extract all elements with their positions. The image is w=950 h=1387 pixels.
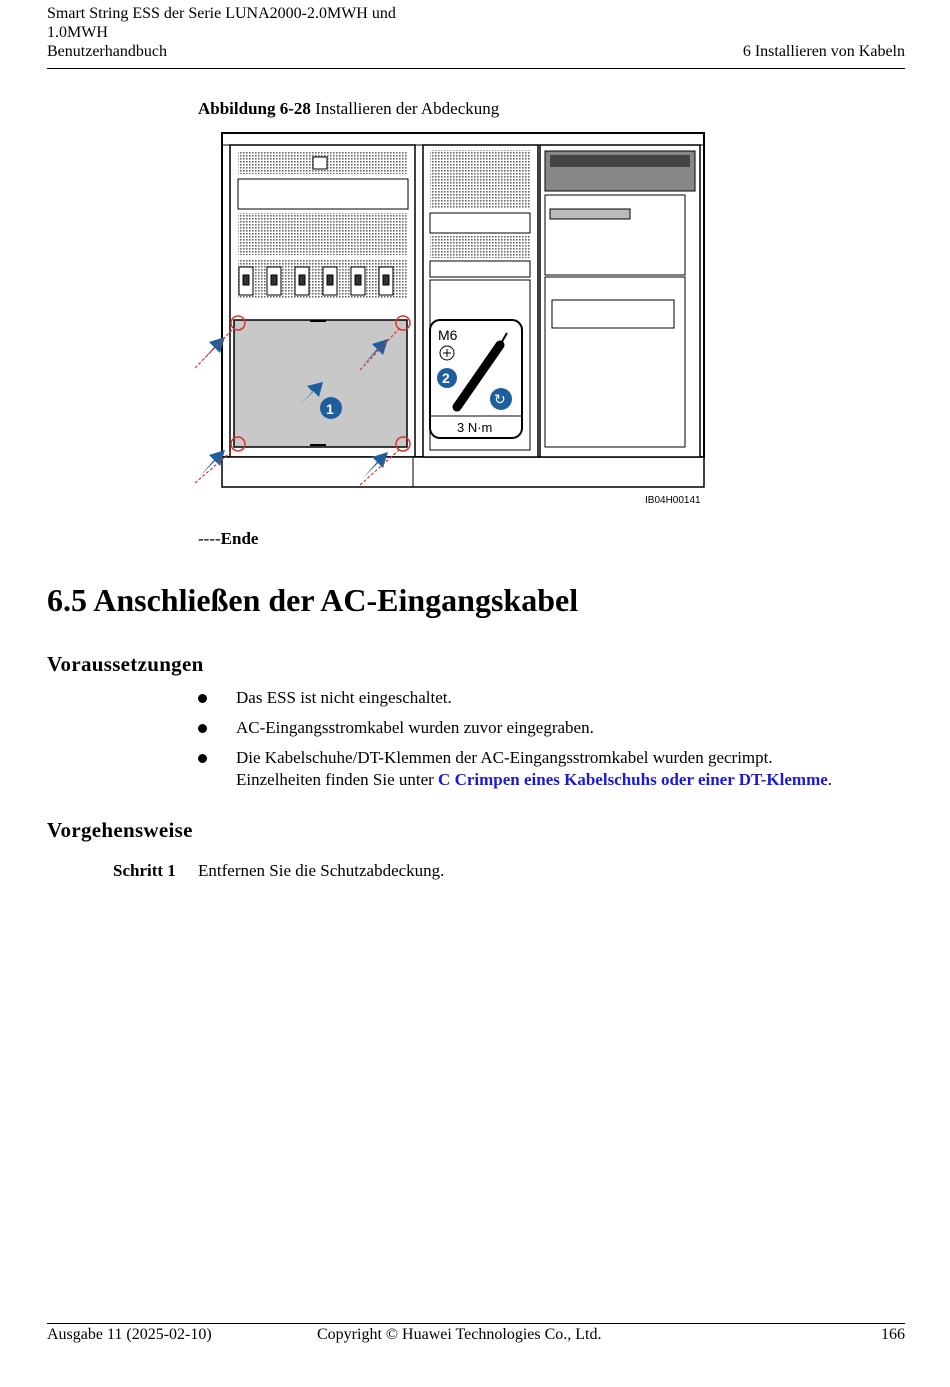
torque-callout bbox=[430, 320, 522, 438]
footer-issue: Ausgabe 11 (2025-02-10) bbox=[47, 1326, 212, 1343]
header-divider bbox=[47, 68, 905, 69]
cover-step-number: 1 bbox=[326, 401, 334, 417]
callout-screw-label: M6 bbox=[438, 327, 458, 343]
bullet-icon bbox=[198, 754, 207, 763]
figure-id: IB04H00141 bbox=[645, 495, 701, 506]
bullet-icon bbox=[198, 694, 207, 703]
step-label: Schritt 1 bbox=[113, 861, 176, 880]
figure-caption bbox=[198, 99, 499, 119]
procedure-end bbox=[198, 529, 258, 549]
tighten-icon: ↻ bbox=[494, 392, 506, 408]
footer-divider bbox=[47, 1323, 905, 1324]
reference-suffix: . bbox=[827, 770, 833, 789]
header-title-line2: 1.0MWH bbox=[47, 24, 108, 41]
page-header bbox=[47, 4, 905, 61]
callout-step-number: 2 bbox=[442, 370, 450, 386]
list-item-text: Die Kabelschuhe/DT-Klemmen der AC-Eingangsstromkabel wurden gecrimpt. bbox=[236, 748, 773, 767]
figure-caption-label: Abbildung 6-28 bbox=[198, 99, 311, 118]
crimping-reference-link[interactable]: C Crimpen eines Kabelschuhs oder einer DT-Klemme bbox=[438, 770, 828, 789]
list-item-text: AC-Eingangsstromkabel wurden zuvor eingegraben. bbox=[236, 718, 594, 737]
bullet-icon bbox=[198, 724, 207, 733]
figure-caption-text: Installieren der Abdeckung bbox=[315, 99, 500, 118]
section-title: 6.5 Anschließen der AC-Eingangskabel bbox=[47, 582, 579, 618]
header-title-line3: Benutzerhandbuch bbox=[47, 43, 167, 60]
end-dashes: ---- bbox=[198, 529, 221, 548]
list-item-text: Das ESS ist nicht eingeschaltet. bbox=[236, 688, 452, 707]
procedure-step bbox=[113, 861, 445, 881]
footer-page-number: 166 bbox=[881, 1326, 905, 1343]
header-title-line1: Smart String ESS der Serie LUNA2000-2.0MWH und bbox=[47, 5, 396, 22]
reference-prefix: Einzelheiten finden Sie unter bbox=[236, 770, 434, 789]
header-chapter: 6 Installieren von Kabeln bbox=[742, 43, 905, 60]
callout-torque-label: 3 N·m bbox=[457, 420, 493, 435]
list-item-text bbox=[236, 769, 832, 791]
procedure-heading: Vorgehensweise bbox=[47, 818, 193, 842]
end-label: Ende bbox=[220, 529, 259, 548]
footer-copyright: Copyright © Huawei Technologies Co., Ltd. bbox=[317, 1326, 602, 1343]
cover-installation-figure bbox=[195, 125, 715, 510]
prereq-heading: Voraussetzungen bbox=[47, 652, 204, 676]
step-text: Entfernen Sie die Schutzabdeckung. bbox=[198, 861, 445, 880]
